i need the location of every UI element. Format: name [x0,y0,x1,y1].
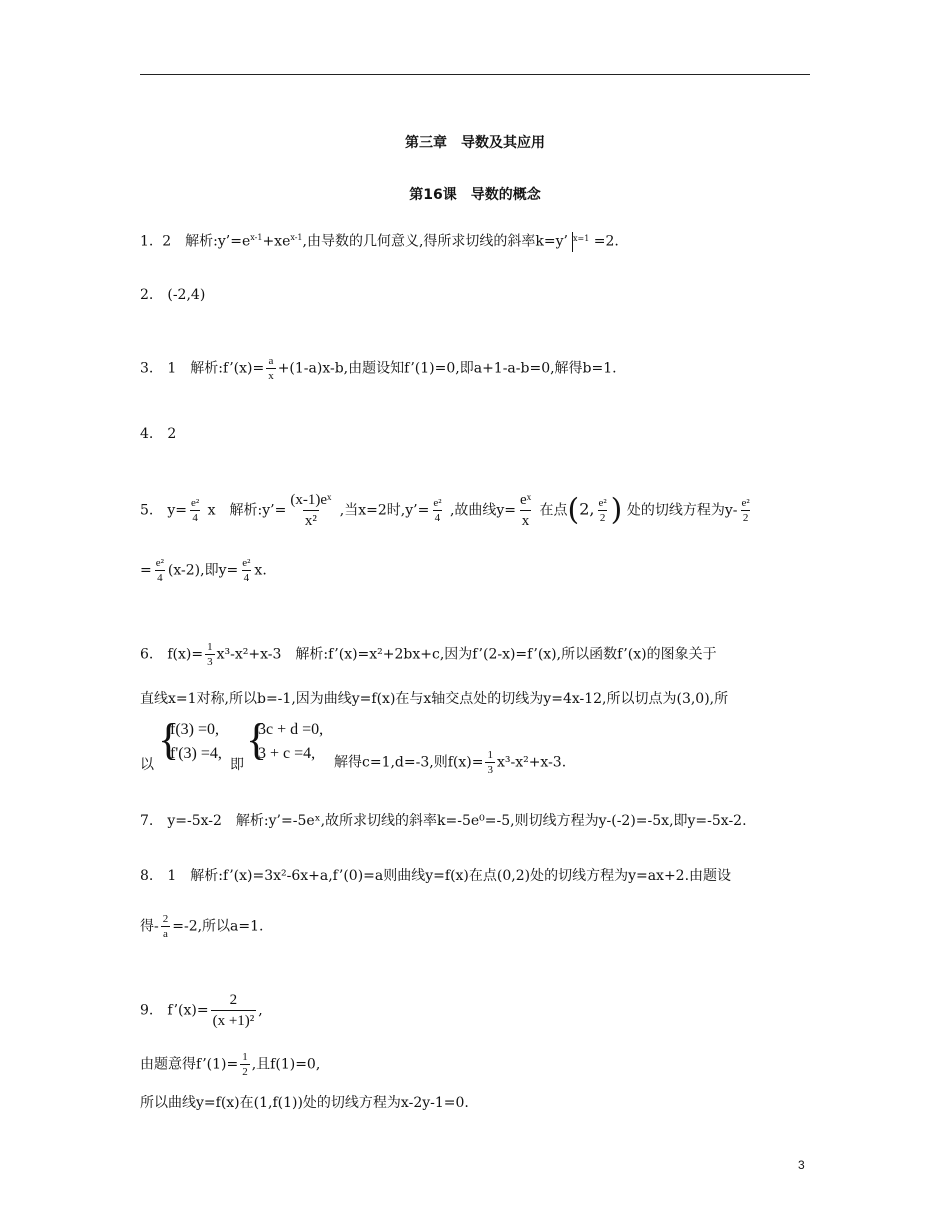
answer-1: 1. 2 解析$:y’=e^{x-1}+xe^{x-1}$,由导数的几何意义,得所求切线的斜率k=y’ $_{x=1}$ =2. [140,233,619,250]
answer-2: 2. (-2,4) [140,287,206,303]
page-number: 3 [798,1158,805,1172]
answer-6-line3-post: 解得c=1,d=-3,则f(x)= $\frac{1}{3}$ x³-x²+x-3. [334,749,567,776]
answer-9-line3: 所以曲线y=f(x)在(1,f(1))处的切线方程为x-2y-1=0. [140,1095,469,1111]
lesson-title: 第16课 导数的概念 [409,187,541,203]
answer-6-line3-ji: 即 [230,757,244,773]
answer-5-line2: = $\frac{\text{e²}}{4}$ (x-2),即y= $\frac{\text{e²}}{4}$ x. [140,557,267,584]
answer-8-line1: 8. 1 解析:f’(x)=3x²-6x+a,f’(0)=a则曲线y=f(x)在点(0,2)处的切线方程为y=ax+2.由题设 [140,868,732,884]
answer-6-line1: 6. f(x)= $\frac{1}{3}$ x³-x²+x-3 解析:f’(x)=x²+2bx+c,因为f’(2-x)=f’(x),所以函数f’(x)的图象关于 [140,641,717,668]
chapter-title: 第三章 导数及其应用 [405,135,545,151]
header-rule [140,74,810,75]
answer-6-line3-pre: 以 [140,757,154,773]
answer-7: 7. y=-5x-2 解析:y’=-5eˣ,故所求切线的斜率k=-5e⁰=-5,则切线方程为y-(-2)=-5x,即y=-5x-2. [140,813,747,829]
answer-4: 4. 2 [140,426,177,442]
answer-3: 3. 1 解析:f’(x)= $\frac{a}{x}$ +(1-a)x-b,由题设知f’(1)=0,即a+1-a-b=0,解得b=1. [140,355,617,382]
answer-5-line1: 5. y= $\frac{\text{e²}}{4}$ x 解析:y’= $\frac{\text{(x-1)eˣ}}{\text{x²}}$ ,当x=2时,y’= $\frac{\text{e²}}{4}$ ,故曲线y= $\frac{\text{eˣ}}{x}$ 在点(2, $\frac{\text{e²}}{2}$ ) 处的切线方程为y- $\frac{\text{e²}}{2}$ [140,492,750,529]
answer-9-line2: 由题意得f’(1)= $\frac{1}{2}$ ,且f(1)=0, [140,1051,321,1078]
answer-6-line2: 直线x=1对称,所以b=-1,因为曲线y=f(x)在与x轴交点处的切线为y=4x-12,所以切点为(3,0),所 [140,691,729,707]
answer-8-line2: 得- $\frac{2}{a}$ =-2,所以a=1. [140,913,264,940]
answer-9-line1: 9. f’(x)= $\frac{2}{\text{(x +1)²}}$ , [140,992,263,1029]
